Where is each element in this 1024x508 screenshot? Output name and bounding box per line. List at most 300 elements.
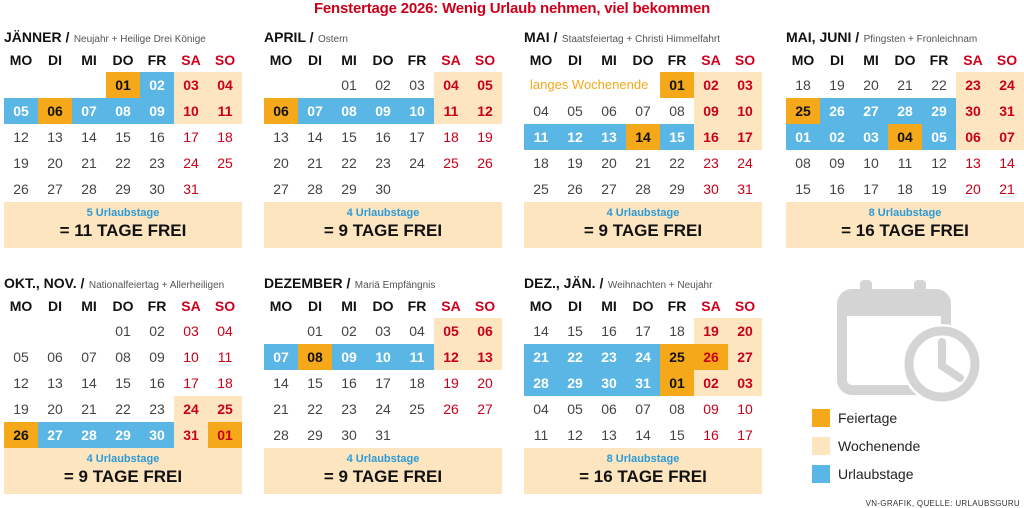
- weekday-label: MI: [341, 52, 357, 68]
- panel-summary: [4, 448, 242, 494]
- calendar-week-row: [786, 124, 1024, 150]
- day-cell: 28: [81, 181, 97, 197]
- legend-swatch-wochenende: [812, 437, 830, 455]
- day-cell: 29: [115, 181, 131, 197]
- holiday-day-cell: 25: [786, 98, 820, 124]
- weekday-label: MI: [601, 298, 617, 314]
- calendar-panel: [264, 272, 502, 494]
- holiday-day-cell: 06: [264, 98, 298, 124]
- vacation-day-cell: 28: [72, 422, 106, 448]
- day-cell: 13: [601, 427, 617, 443]
- day-cell: 08: [669, 103, 685, 119]
- day-cell: 15: [115, 129, 131, 145]
- days-off-total: = 16 TAGE FREI: [841, 221, 969, 240]
- panel-summary: [524, 448, 762, 494]
- panel-summary: [524, 202, 762, 248]
- vacation-day-cell: 09: [332, 344, 366, 370]
- day-cell: 20: [601, 155, 617, 171]
- day-cell: 06: [601, 401, 617, 417]
- weekday-label: SA: [441, 298, 461, 314]
- calendar-week-row: [524, 370, 762, 396]
- panel-title-sub: Staatsfeiertag + Christi Himmelfahrt: [561, 34, 721, 45]
- weekday-label: SO: [474, 298, 496, 314]
- calendar-week-row: [264, 318, 502, 344]
- legend: [812, 404, 920, 488]
- vacation-day-cell: 15: [660, 124, 694, 150]
- calendar-week-row: [524, 176, 762, 202]
- day-cell: 18: [533, 155, 549, 171]
- day-cell: 19: [13, 155, 29, 171]
- calendar-week-row: [786, 150, 1024, 176]
- day-cell: 18: [795, 77, 811, 93]
- day-cell: [298, 72, 332, 98]
- weekday-label: MO: [529, 298, 553, 314]
- calendar-week-row: [524, 124, 762, 150]
- holiday-day-cell: 01: [660, 72, 694, 98]
- day-cell: [72, 318, 106, 344]
- weekday-label: DO: [894, 52, 916, 68]
- vacation-day-cell: 22: [558, 344, 592, 370]
- day-cell: 02: [375, 77, 391, 93]
- day-cell: 23: [149, 401, 165, 417]
- day-cell: [434, 422, 468, 448]
- vacation-day-cell: 26: [820, 98, 854, 124]
- weekday-header: [524, 48, 762, 72]
- day-cell: 14: [307, 129, 323, 145]
- day-cell: 04: [533, 103, 549, 119]
- day-cell: 08: [795, 155, 811, 171]
- day-cell: 13: [47, 375, 63, 391]
- panel-title: [786, 26, 1024, 48]
- day-cell: 12: [567, 427, 583, 443]
- day-cell: 15: [567, 323, 583, 339]
- day-cell: 26: [477, 155, 493, 171]
- day-cell: 24: [375, 401, 391, 417]
- day-cell: 05: [567, 103, 583, 119]
- day-cell: 25: [533, 181, 549, 197]
- weekday-label: MO: [269, 52, 293, 68]
- panel-title: [4, 26, 242, 48]
- holiday-day-cell: 14: [626, 124, 660, 150]
- weekend-day-cell: 02: [694, 370, 728, 396]
- panel-summary: [264, 202, 502, 248]
- vacation-day-cell: 23: [592, 344, 626, 370]
- calendar-grid: [524, 318, 762, 448]
- day-cell: 04: [533, 401, 549, 417]
- weekend-day-cell: 04: [208, 72, 242, 98]
- vacation-day-cell: 09: [140, 98, 174, 124]
- day-cell: 03: [183, 323, 199, 339]
- day-cell: 22: [307, 401, 323, 417]
- source-credit: VN-GRAFIK, QUELLE: URLAUBSGURU: [865, 499, 1020, 508]
- panel-title: [264, 272, 502, 294]
- day-cell: 19: [13, 401, 29, 417]
- day-cell: 30: [341, 427, 357, 443]
- day-cell: 13: [965, 155, 981, 171]
- day-cell: 08: [115, 349, 131, 365]
- calendar-week-row: [524, 318, 762, 344]
- day-cell: 18: [669, 323, 685, 339]
- vacation-days-count: 8 Urlaubstage: [868, 207, 942, 219]
- calendar-grid: [264, 318, 502, 448]
- day-cell: 28: [273, 427, 289, 443]
- panel-title: [524, 272, 762, 294]
- weekend-day-cell: 31: [174, 422, 208, 448]
- day-cell: 26: [443, 401, 459, 417]
- day-cell: [468, 422, 502, 448]
- vacation-days-count: 8 Urlaubstage: [606, 453, 680, 465]
- calendar-week-row: [4, 318, 242, 344]
- day-cell: 17: [863, 181, 879, 197]
- day-cell: [264, 318, 298, 344]
- day-cell: 20: [965, 181, 981, 197]
- vacation-day-cell: 27: [854, 98, 888, 124]
- day-cell: 23: [149, 155, 165, 171]
- weekday-label: SA: [701, 52, 721, 68]
- day-cell: 15: [669, 427, 685, 443]
- panel-note: langes Wochenende: [530, 77, 649, 92]
- holiday-day-cell: 06: [38, 98, 72, 124]
- panel-title-main: OKT., NOV. /: [4, 275, 85, 291]
- weekend-day-cell: 10: [728, 98, 762, 124]
- calendar-panel: [264, 26, 502, 248]
- day-cell: 13: [47, 129, 63, 145]
- vacation-day-cell: 10: [366, 344, 400, 370]
- day-cell: 20: [47, 401, 63, 417]
- day-cell: 21: [81, 155, 97, 171]
- panel-title: [4, 272, 242, 294]
- weekend-day-cell: 12: [468, 98, 502, 124]
- weekend-day-cell: 24: [990, 72, 1024, 98]
- weekend-day-cell: 11: [208, 98, 242, 124]
- vacation-day-cell: 09: [366, 98, 400, 124]
- calendar-grid: [4, 72, 242, 202]
- weekend-day-cell: 16: [694, 124, 728, 150]
- weekday-label: MO: [9, 52, 33, 68]
- weekday-label: SA: [181, 298, 201, 314]
- weekday-label: DO: [112, 298, 134, 314]
- weekday-label: DO: [632, 298, 654, 314]
- weekday-label: FR: [147, 298, 167, 314]
- day-cell: 11: [217, 349, 233, 365]
- weekday-label: FR: [407, 298, 427, 314]
- day-cell: 17: [409, 129, 425, 145]
- panel-title: [264, 26, 502, 48]
- day-cell: [468, 176, 502, 202]
- vacation-day-cell: 27: [38, 422, 72, 448]
- vacation-day-cell: 28: [888, 98, 922, 124]
- vacation-day-cell: 30: [592, 370, 626, 396]
- calendar-week-row: [524, 98, 762, 124]
- day-cell: 22: [669, 155, 685, 171]
- day-cell: 16: [829, 181, 845, 197]
- day-cell: 14: [81, 375, 97, 391]
- day-cell: 19: [829, 77, 845, 93]
- calendar-panel: [4, 272, 242, 494]
- weekday-label: MO: [269, 298, 293, 314]
- day-cell: 26: [567, 181, 583, 197]
- calendar-week-row: [4, 344, 242, 370]
- vacation-day-cell: 29: [106, 422, 140, 448]
- day-cell: 19: [567, 155, 583, 171]
- day-cell: 21: [307, 155, 323, 171]
- day-cell: 23: [703, 155, 719, 171]
- day-cell: 16: [375, 129, 391, 145]
- weekday-label: DI: [48, 298, 62, 314]
- vacation-days-count: 4 Urlaubstage: [346, 453, 420, 465]
- weekday-label: SO: [734, 298, 756, 314]
- panel-summary: [4, 202, 242, 248]
- calendar-week-row: [4, 150, 242, 176]
- vacation-day-cell: 13: [592, 124, 626, 150]
- day-cell: 24: [183, 155, 199, 171]
- holiday-day-cell: 08: [298, 344, 332, 370]
- calendar-grid: [524, 72, 762, 202]
- day-cell: 05: [13, 349, 29, 365]
- vacation-day-cell: 11: [524, 124, 558, 150]
- weekday-label: SO: [996, 52, 1018, 68]
- page-title-rest: Wenig Urlaub nehmen, viel bekommen: [442, 0, 711, 17]
- weekend-day-cell: 03: [728, 72, 762, 98]
- day-cell: 22: [115, 155, 131, 171]
- day-cell: 07: [635, 103, 651, 119]
- day-cell: [264, 72, 298, 98]
- day-cell: [38, 318, 72, 344]
- calendar-week-row: [786, 72, 1024, 98]
- vacation-day-cell: 01: [786, 124, 820, 150]
- day-cell: 19: [931, 181, 947, 197]
- vacation-day-cell: 28: [524, 370, 558, 396]
- day-cell: 17: [183, 129, 199, 145]
- day-cell: 29: [307, 427, 323, 443]
- panel-summary: [264, 448, 502, 494]
- vacation-day-cell: 29: [922, 98, 956, 124]
- calendar-week-row: [264, 422, 502, 448]
- calendar-grid: [264, 72, 502, 202]
- vacation-day-cell: 05: [922, 124, 956, 150]
- day-cell: 07: [81, 349, 97, 365]
- day-cell: 16: [341, 375, 357, 391]
- day-cell: 21: [273, 401, 289, 417]
- weekend-day-cell: 09: [694, 98, 728, 124]
- day-cell: 22: [115, 401, 131, 417]
- calendar-week-row: [4, 370, 242, 396]
- weekday-label: DI: [568, 298, 582, 314]
- panel-title-main: DEZ., JÄN. /: [524, 275, 604, 291]
- day-cell: 25: [409, 401, 425, 417]
- day-cell: 16: [149, 375, 165, 391]
- weekend-day-cell: 05: [434, 318, 468, 344]
- weekend-day-cell: 11: [434, 98, 468, 124]
- weekday-label: FR: [667, 52, 687, 68]
- day-cell: 11: [897, 155, 913, 171]
- weekday-label: MI: [863, 52, 879, 68]
- day-cell: 24: [409, 155, 425, 171]
- panel-title-main: APRIL /: [264, 29, 314, 45]
- calendar-week-row: [264, 98, 502, 124]
- weekday-label: DO: [632, 52, 654, 68]
- weekend-day-cell: 13: [468, 344, 502, 370]
- holiday-day-cell: 01: [660, 370, 694, 396]
- day-cell: 04: [409, 323, 425, 339]
- weekend-day-cell: 20: [728, 318, 762, 344]
- weekend-day-cell: 31: [990, 98, 1024, 124]
- day-cell: 15: [115, 375, 131, 391]
- day-cell: 21: [897, 77, 913, 93]
- panel-summary: [786, 202, 1024, 248]
- vacation-days-count: 4 Urlaubstage: [86, 453, 160, 465]
- calendar-week-row: [264, 344, 502, 370]
- day-cell: 16: [149, 129, 165, 145]
- day-cell: 31: [183, 181, 199, 197]
- vacation-days-count: 4 Urlaubstage: [346, 207, 420, 219]
- weekday-label: MI: [601, 52, 617, 68]
- calendar-week-row: [264, 370, 502, 396]
- holiday-day-cell: 25: [660, 344, 694, 370]
- day-cell: [400, 176, 434, 202]
- vacation-day-cell: 05: [4, 98, 38, 124]
- weekend-day-cell: 02: [694, 72, 728, 98]
- calendar-week-row: [4, 124, 242, 150]
- weekday-label: FR: [147, 52, 167, 68]
- vacation-day-cell: 31: [626, 370, 660, 396]
- weekday-label: DI: [308, 298, 322, 314]
- legend-label-urlaubstage: Urlaubstage: [838, 466, 914, 482]
- day-cell: 26: [13, 181, 29, 197]
- vacation-day-cell: 29: [558, 370, 592, 396]
- day-cell: 17: [183, 375, 199, 391]
- calendar-grid: [4, 318, 242, 448]
- days-off-total: = 9 TAGE FREI: [323, 221, 443, 240]
- holiday-day-cell: 04: [888, 124, 922, 150]
- day-cell: 27: [477, 401, 493, 417]
- calendar-week-row: [264, 124, 502, 150]
- day-cell: 29: [341, 181, 357, 197]
- weekday-label: SA: [181, 52, 201, 68]
- days-off-total: = 9 TAGE FREI: [323, 467, 443, 486]
- panel-title-main: MAI /: [524, 29, 558, 45]
- weekday-label: DO: [372, 298, 394, 314]
- day-cell: 20: [477, 375, 493, 391]
- weekday-label: MO: [9, 298, 33, 314]
- holiday-day-cell: 26: [4, 422, 38, 448]
- day-cell: 09: [829, 155, 845, 171]
- calendar-week-row: [264, 396, 502, 422]
- calendar-week-row: [786, 98, 1024, 124]
- weekday-label: DI: [48, 52, 62, 68]
- day-cell: 15: [795, 181, 811, 197]
- day-cell: 23: [375, 155, 391, 171]
- day-cell: 11: [533, 427, 549, 443]
- day-cell: 30: [703, 181, 719, 197]
- panel-title-main: JÄNNER /: [4, 29, 70, 45]
- day-cell: 20: [273, 155, 289, 171]
- calendar-week-row: [4, 176, 242, 202]
- day-cell: [4, 72, 38, 98]
- panel-title-sub: Mariä Empfängnis: [354, 280, 436, 291]
- vacation-day-cell: 21: [524, 344, 558, 370]
- day-cell: 06: [601, 103, 617, 119]
- day-cell: 03: [375, 323, 391, 339]
- calendar-panel: [524, 26, 762, 248]
- calendar-clock-icon: [834, 278, 990, 406]
- weekend-day-cell: 17: [728, 124, 762, 150]
- panel-title-sub: Nationalfeiertag + Allerheiligen: [88, 280, 225, 291]
- legend-label-wochenende: Wochenende: [838, 438, 921, 454]
- day-cell: 07: [635, 401, 651, 417]
- day-cell: 01: [115, 323, 131, 339]
- day-cell: 12: [13, 129, 29, 145]
- day-cell: 12: [931, 155, 947, 171]
- weekday-header: [264, 48, 502, 72]
- day-cell: 10: [183, 349, 199, 365]
- day-cell: 17: [737, 427, 753, 443]
- day-cell: 17: [375, 375, 391, 391]
- weekday-header: [264, 294, 502, 318]
- day-cell: 13: [273, 129, 289, 145]
- day-cell: 18: [897, 181, 913, 197]
- weekday-label: SA: [701, 298, 721, 314]
- day-cell: 22: [931, 77, 947, 93]
- calendar-week-row: [524, 150, 762, 176]
- days-off-total: = 9 TAGE FREI: [63, 467, 183, 486]
- weekday-label: MO: [529, 52, 553, 68]
- weekday-label: MI: [81, 298, 97, 314]
- weekend-day-cell: 06: [468, 318, 502, 344]
- vacation-day-cell: 07: [72, 98, 106, 124]
- weekday-label: FR: [407, 52, 427, 68]
- vacation-day-cell: 07: [264, 344, 298, 370]
- day-cell: 22: [341, 155, 357, 171]
- weekend-day-cell: 10: [174, 98, 208, 124]
- weekday-label: SO: [734, 52, 756, 68]
- day-cell: 16: [703, 427, 719, 443]
- day-cell: 02: [341, 323, 357, 339]
- day-cell: [72, 72, 106, 98]
- day-cell: 10: [863, 155, 879, 171]
- day-cell: 20: [863, 77, 879, 93]
- calendar-week-row: [4, 98, 242, 124]
- vacation-day-cell: 03: [854, 124, 888, 150]
- weekday-label: SO: [214, 298, 236, 314]
- day-cell: [4, 318, 38, 344]
- weekday-header: [524, 294, 762, 318]
- calendar-week-row: [4, 422, 242, 448]
- legend-item-wochenende: [812, 432, 920, 460]
- day-cell: [400, 422, 434, 448]
- day-cell: 25: [443, 155, 459, 171]
- day-cell: 18: [217, 129, 233, 145]
- weekend-day-cell: 03: [174, 72, 208, 98]
- legend-swatch-urlaubstage: [812, 465, 830, 483]
- day-cell: 15: [307, 375, 323, 391]
- page-title: [0, 0, 1024, 18]
- day-cell: 27: [47, 181, 63, 197]
- calendar-week-row: [264, 176, 502, 202]
- calendar-week-row: [524, 396, 762, 422]
- day-cell: 21: [81, 401, 97, 417]
- calendar-panel: [4, 26, 242, 248]
- vacation-day-cell: 12: [558, 124, 592, 150]
- day-cell: 24: [737, 155, 753, 171]
- day-cell: 09: [703, 401, 719, 417]
- vacation-day-cell: 02: [820, 124, 854, 150]
- day-cell: 03: [409, 77, 425, 93]
- day-cell: 09: [149, 349, 165, 365]
- weekday-label: SO: [474, 52, 496, 68]
- day-cell: 30: [149, 181, 165, 197]
- day-cell: 28: [307, 181, 323, 197]
